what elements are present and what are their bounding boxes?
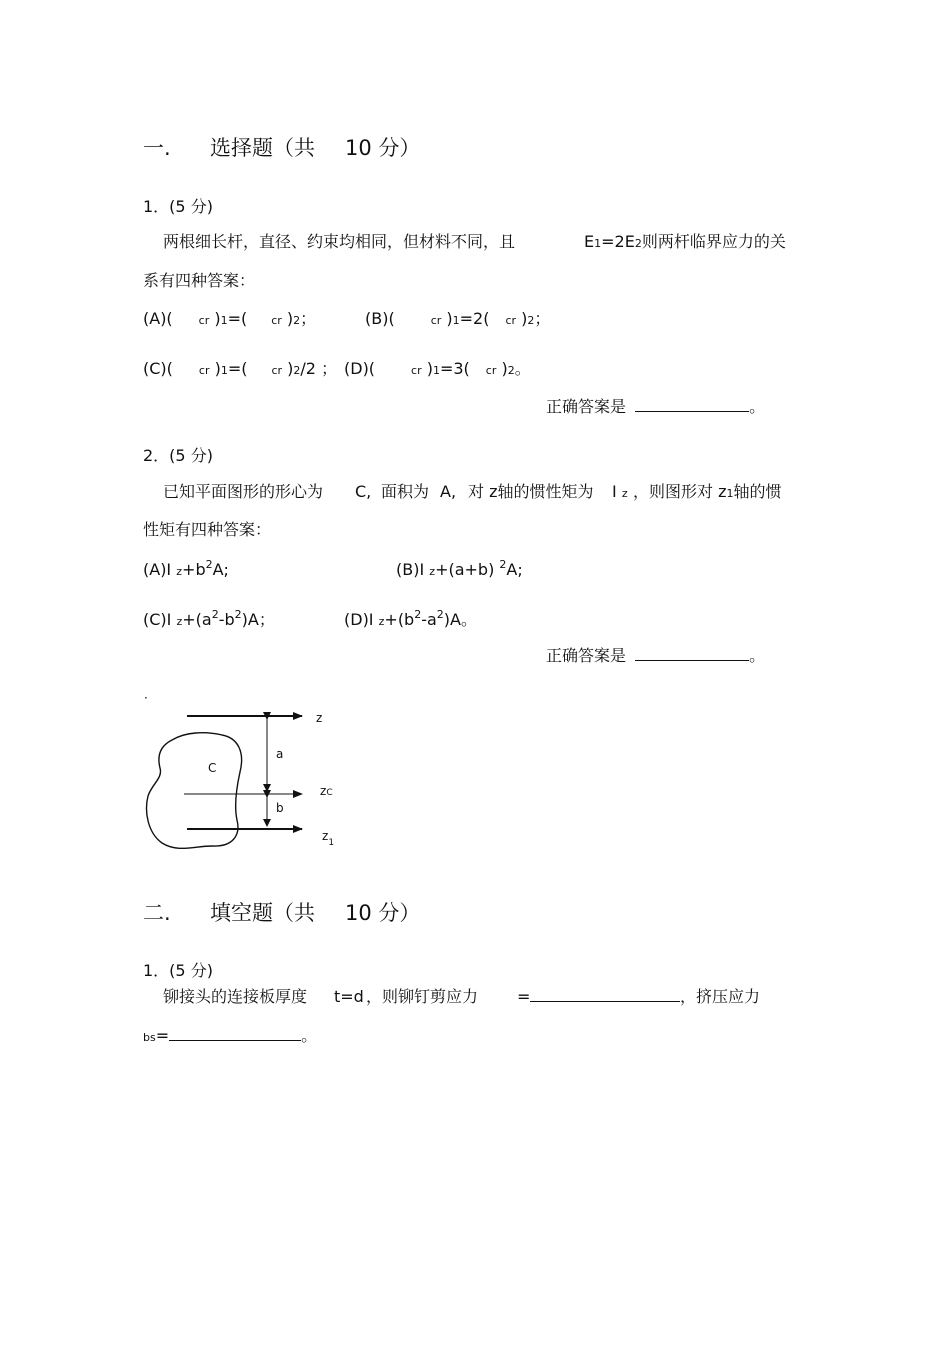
q1-opt-b-text: ) [446, 309, 453, 328]
q3-shear-blank[interactable] [530, 987, 680, 1002]
q1-e2-sub: 2 [634, 237, 642, 250]
q2-opt-a-text: (A)I [143, 560, 172, 579]
q1-opt-c-sub: cr [198, 364, 210, 377]
q1-option-a [143, 309, 316, 331]
q1-modulus-relation [584, 232, 786, 254]
q2-opt-d-sup: 2 [436, 608, 444, 621]
label-zc-text: z [320, 784, 327, 798]
q1-opt-d-sub: 1 [432, 364, 440, 377]
q2-opt-b-text: (B)I [396, 560, 425, 579]
q1-opt-d-text: ) [426, 359, 433, 378]
figure-dot: · [144, 691, 148, 705]
section1-points: 10 分） [345, 136, 421, 160]
q2-opt-d-text: +(b [384, 610, 415, 629]
label-z: z [316, 711, 323, 725]
q1-stem-line2: 系有四种答案： [143, 271, 256, 290]
q2-label: 2．(5 分) [143, 446, 213, 465]
q2-option-b [396, 560, 523, 582]
q3-bearing-line [143, 1026, 317, 1048]
section2-title: 填空题（共 [210, 901, 315, 925]
section2-points: 10 分） [345, 901, 421, 925]
q1-e-eq: =2E [601, 232, 635, 251]
q2-opt-c-text: )A； [241, 610, 275, 629]
q1-opt-a-text: (A)( [143, 309, 173, 328]
q2-opt-b-sup: 2 [499, 558, 507, 571]
q1-opt-c-text: (C)( [143, 359, 173, 378]
label-zc-sub: C [326, 788, 333, 798]
q2-stem-line2: 性矩有四种答案： [143, 520, 272, 539]
q1-opt-d-sub: 2 [507, 364, 515, 377]
q2-z1-sub: 1 [726, 487, 734, 500]
q2-opt-c-text: -b [218, 610, 235, 629]
q2-opt-c-text: (C)I [143, 610, 172, 629]
q1-e1-sub: 1 [594, 237, 602, 250]
q2-answer-line [546, 646, 765, 666]
q2-option-d [344, 610, 477, 632]
q2-iz [612, 482, 628, 504]
label-b: b [276, 801, 284, 815]
q2-stem-part5: 轴的惯 [733, 482, 782, 501]
q1-option-d [344, 359, 531, 381]
section-shape [147, 733, 242, 849]
label-z1-text: z [322, 829, 329, 843]
q2-iz-text: I [612, 482, 617, 501]
q2-z1: z [718, 482, 727, 501]
q3-stem-part3: ，挤压应力 [680, 987, 761, 1006]
q1-e1: E [584, 232, 595, 251]
q1-opt-d-sub: cr [411, 364, 422, 377]
label-a: a [276, 747, 284, 761]
q3-bs-sub: bs [143, 1031, 156, 1044]
q1-opt-a-text: ) [286, 309, 294, 328]
q1-answer-line [546, 397, 765, 417]
q1-option-c [143, 359, 337, 381]
q2-opt-b-text: +(a+b) [435, 560, 495, 579]
q1-opt-d-text: (D)( [344, 359, 376, 378]
label-zc [320, 784, 333, 800]
label-z1-sub: 1 [328, 838, 335, 848]
q2-answer-blank[interactable] [635, 646, 749, 661]
q1-opt-b-text: ) [521, 309, 528, 328]
q1-opt-d-sub: cr [485, 364, 497, 377]
q2-stem-part2: 面积为 [381, 482, 430, 501]
q1-opt-a-text: ) [214, 309, 221, 328]
q2-opt-c-sub: z [176, 615, 183, 628]
q2-opt-d-sup: 2 [414, 608, 422, 621]
q1-opt-c-text: ) [287, 359, 294, 378]
q3-thickness: t=d [334, 987, 364, 1006]
q2-opt-a-text: A; [212, 560, 229, 579]
q3-label: 1．(5 分) [143, 961, 213, 980]
q1-opt-d-text: ) [501, 359, 508, 378]
q2-answer-label: 正确答案是 [546, 646, 627, 665]
q1-opt-a-text: ； [300, 309, 317, 328]
q2-answer-end: 。 [749, 646, 766, 665]
section1-title: 选择题（共 [210, 136, 315, 160]
q2-opt-b-sub: z [429, 565, 436, 578]
q1-opt-c-text: =( [227, 359, 248, 378]
q1-answer-end: 。 [749, 397, 766, 416]
q3-shear-eq-sign: = [517, 987, 531, 1006]
q3-stem-part1: 铆接头的连接板厚度 [163, 987, 308, 1006]
q1-opt-c-sub: 2 [293, 364, 301, 377]
q2-opt-d-sub: z [378, 615, 385, 628]
q1-opt-d-text: 。 [514, 359, 531, 378]
q1-answer-label: 正确答案是 [546, 397, 627, 416]
q2-opt-c-sup: 2 [211, 608, 219, 621]
q1-opt-a-sub: 1 [220, 314, 228, 327]
q1-opt-b-text: (B)( [365, 309, 395, 328]
q1-option-b [365, 309, 550, 331]
q2-option-c [143, 610, 275, 632]
q3-end: 。 [301, 1026, 318, 1045]
q1-opt-a-sub: cr [271, 314, 282, 327]
q3-bearing-blank[interactable] [169, 1026, 301, 1041]
q1-opt-b-text: ； [534, 309, 551, 328]
q1-opt-c-text: ) [214, 359, 221, 378]
q2-opt-a-text: +b [182, 560, 206, 579]
q3-shear-eq [517, 987, 680, 1007]
q2-stem-part4 [633, 482, 782, 504]
q2-opt-c-text: +(a [182, 610, 212, 629]
q1-opt-a-sub: cr [198, 314, 210, 327]
q1-opt-c-sub: 1 [220, 364, 228, 377]
q3-bs-eq: = [155, 1026, 170, 1045]
q1-opt-c-sub: cr [271, 364, 283, 377]
q1-opt-b-sub: cr [505, 314, 517, 327]
section2-number: 二. [143, 901, 171, 925]
q1-stem-part1: 两根细长杆，直径、约束均相同，但材料不同，且 [163, 232, 516, 251]
q2-stem-part1: 已知平面图形的形心为 [163, 482, 324, 501]
q2-opt-d-text: )A。 [443, 610, 477, 629]
q2-area: A, [440, 482, 457, 501]
q2-opt-a-sup: 2 [205, 558, 213, 571]
q1-opt-b-sub: 1 [452, 314, 460, 327]
q1-stem-part2: 则两杆临界应力的关 [641, 232, 786, 251]
q1-answer-blank[interactable] [635, 397, 749, 412]
q2-option-a [143, 560, 229, 582]
q1-opt-a-text: =( [227, 309, 248, 328]
q2-opt-c-sup: 2 [234, 608, 242, 621]
q2-opt-a-sub: z [176, 565, 183, 578]
label-z1 [322, 829, 335, 848]
q1-opt-b-sub: 2 [527, 314, 535, 327]
q1-opt-a-sub: 2 [293, 314, 301, 327]
q2-centroid: C, [355, 482, 372, 501]
q3-stem-part2: ，则铆钉剪应力 [366, 987, 479, 1006]
label-centroid: C [208, 761, 217, 775]
q1-stem-line1 [163, 232, 515, 252]
q2-stem-part4-text: ，则图形对 [633, 482, 714, 501]
section1-number: 一. [143, 136, 171, 160]
q2-stem-part3: 对 z轴的惯性矩为 [468, 482, 594, 501]
q2-opt-d-text: -a [421, 610, 437, 629]
q1-label: 1．(5 分) [143, 197, 213, 216]
q2-opt-b-text: A; [506, 560, 523, 579]
q1-opt-d-text: =3( [439, 359, 470, 378]
q2-iz-sub: z [621, 487, 628, 500]
q2-opt-d-text: (D)I [344, 610, 374, 629]
q1-opt-c-text: /2 ； [300, 359, 338, 378]
q1-opt-b-sub: cr [430, 314, 442, 327]
q1-opt-b-text: =2( [459, 309, 490, 328]
